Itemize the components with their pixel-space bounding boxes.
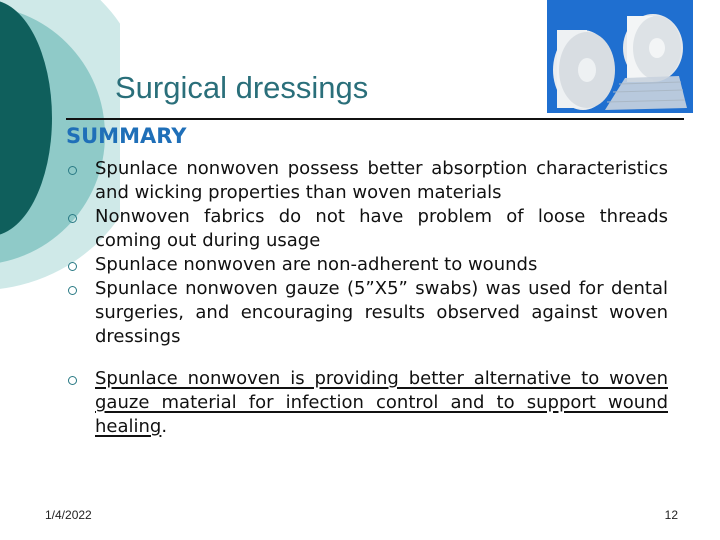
footer-date: 1/4/2022 [45,508,92,522]
bullet-text: Spunlace nonwoven possess better absorption characteristics and wicking properties than woven materials [95,158,668,203]
bullet-list [68,157,668,439]
hollow-circle-bullet-icon [68,286,77,295]
title-divider [66,118,684,120]
hollow-circle-bullet-icon [68,376,77,385]
bullet-text: Nonwoven fabrics do not have problem of loose threads coming out during usage [95,206,668,251]
list-item [68,157,668,205]
emphasis-bullet-text: Spunlace nonwoven is providing better alternative to woven gauze material for infection control and to support wound healing [95,368,668,437]
hollow-circle-bullet-icon [68,262,77,271]
bullet-text: Spunlace nonwoven gauze (5”X5” swabs) was used for dental surgeries, and encouraging results observed against woven dressings [95,278,668,347]
slide-title: Surgical dressings [115,70,369,105]
list-item-emphasis [68,367,668,439]
list-item [68,253,668,277]
list-item [68,277,668,349]
hollow-circle-bullet-icon [68,214,77,223]
gauze-roll-photo [547,0,693,113]
hollow-circle-bullet-icon [68,166,77,175]
emphasis-bullet-period: . [161,416,168,437]
list-item [68,205,668,253]
page-number: 12 [664,508,678,522]
bullet-text: Spunlace nonwoven are non-adherent to wounds [95,254,538,275]
section-heading: SUMMARY [66,124,187,148]
